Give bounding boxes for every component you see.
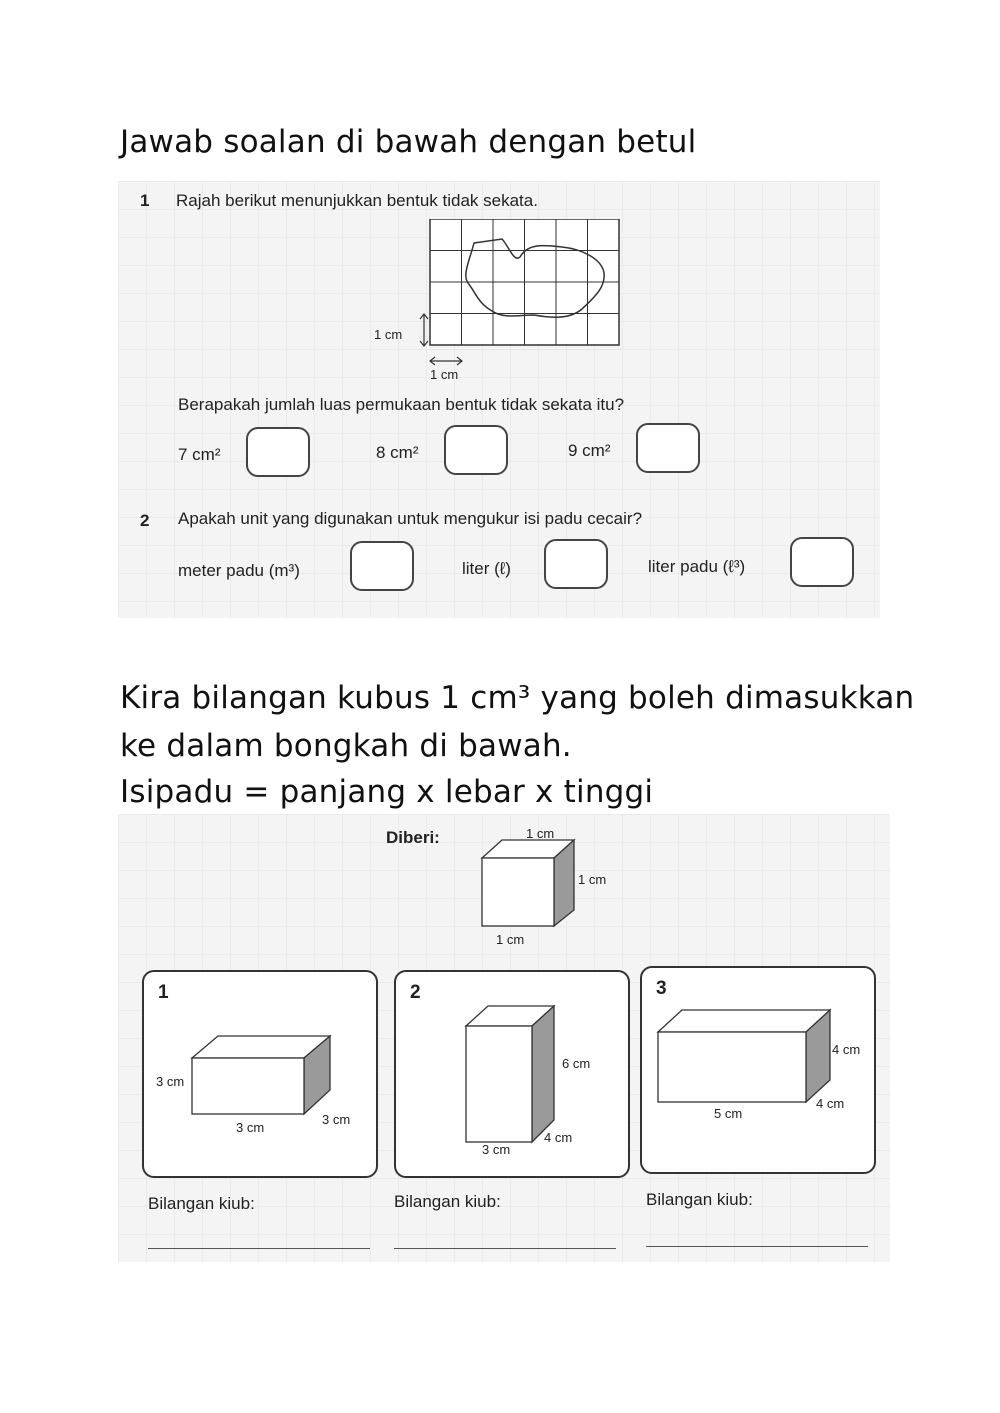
card-3-answer-line[interactable] — [646, 1246, 868, 1247]
card-2-height: 6 cm — [562, 1056, 591, 1071]
q1-unit-horizontal: 1 cm — [430, 367, 459, 382]
card-3-width: 4 cm — [816, 1096, 845, 1111]
q1-option-1-label: 7 cm² — [178, 445, 221, 464]
cuboid-1-diagram — [184, 1026, 344, 1126]
q1-option-2-box[interactable] — [444, 425, 508, 475]
q1-text: Rajah berikut menunjukkan bentuk tidak sekata. — [176, 191, 538, 210]
card-2-answer-label: Bilangan kiub: — [394, 1192, 501, 1211]
q2-option-2-box[interactable] — [544, 539, 608, 589]
q1-option-3-box[interactable] — [636, 423, 700, 473]
given-dim-top: 1 cm — [526, 826, 555, 841]
card-1-answer-line[interactable] — [148, 1248, 370, 1249]
card-1-height: 3 cm — [156, 1074, 185, 1089]
q1-option-2-label: 8 cm² — [376, 443, 419, 462]
unit-cube-diagram — [476, 832, 586, 932]
formula-line: Isipadu = panjang x lebar x tinggi — [120, 774, 654, 810]
card-2-length: 3 cm — [482, 1142, 511, 1157]
given-label: Diberi: — [386, 828, 440, 847]
cuboid-card-3 — [640, 966, 876, 1174]
card-3-number: 3 — [656, 978, 667, 999]
card-3-length: 5 cm — [714, 1106, 743, 1121]
q1-unit-vertical: 1 cm — [374, 327, 403, 342]
cuboid-card-1 — [142, 970, 378, 1178]
instruction-line-1: Kira bilangan kubus 1 cm³ yang boleh dimasukkan — [120, 680, 915, 716]
instruction-line-2: ke dalam bongkah di bawah. — [120, 728, 572, 764]
q1-option-1-box[interactable] — [246, 427, 310, 477]
q1-number: 1 — [140, 191, 150, 210]
question-panel-2 — [118, 814, 890, 1262]
given-dim-bottom: 1 cm — [496, 932, 525, 947]
worksheet-heading: Jawab soalan di bawah dengan betul — [120, 124, 697, 160]
q2-option-3-label: liter padu (ℓ³) — [648, 557, 746, 576]
irregular-shape-grid — [368, 219, 628, 379]
q2-option-1-label: meter padu (m³) — [178, 561, 300, 580]
card-3-height: 4 cm — [832, 1042, 861, 1057]
q2-option-3-box[interactable] — [790, 537, 854, 587]
card-2-width: 4 cm — [544, 1130, 573, 1145]
card-2-number: 2 — [410, 982, 421, 1003]
q2-text: Apakah unit yang digunakan untuk mengukur isi padu cecair? — [178, 509, 643, 528]
card-2-answer-line[interactable] — [394, 1248, 616, 1249]
cuboid-card-2 — [394, 970, 630, 1178]
q1-option-3-label: 9 cm² — [568, 441, 611, 460]
card-1-number: 1 — [158, 982, 169, 1003]
card-1-answer-label: Bilangan kiub: — [148, 1194, 255, 1213]
question-panel-1 — [118, 181, 880, 618]
q1-question: Berapakah jumlah luas permukaan bentuk tidak sekata itu? — [178, 395, 625, 414]
card-1-width: 3 cm — [322, 1112, 351, 1127]
card-1-length: 3 cm — [236, 1120, 265, 1135]
given-dim-right: 1 cm — [578, 872, 607, 887]
card-3-answer-label: Bilangan kiub: — [646, 1190, 753, 1209]
cuboid-3-diagram — [652, 1004, 845, 1114]
q2-option-2-label: liter (ℓ) — [462, 559, 511, 578]
q2-number: 2 — [140, 511, 150, 530]
q2-option-1-box[interactable] — [350, 541, 414, 591]
